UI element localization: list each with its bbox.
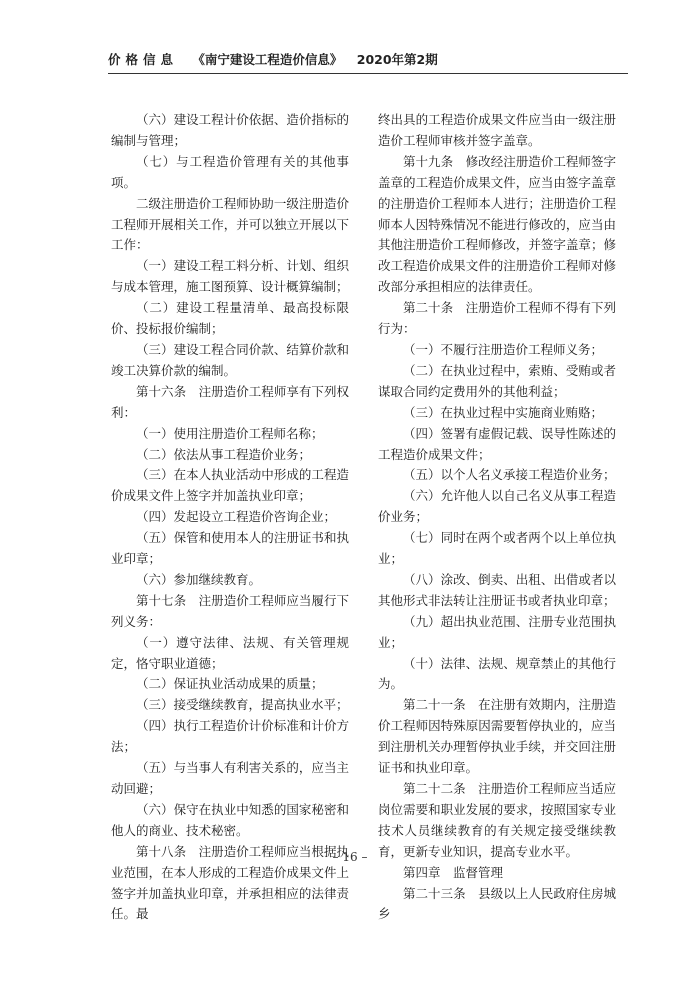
paragraph: 第十六条 注册造价工程师享有下列权利：: [111, 383, 349, 420]
paragraph: （五）与当事人有利害关系的，应当主动回避；: [111, 760, 349, 796]
paragraph: （三）接受继续教育，提高执业水平；: [136, 697, 349, 713]
paragraph: 第十九条 修改经注册造价工程师签字盖章的工程造价成果文件，应当由签字盖章的注册造价工程师本人进行；注册造价工程师本人因特殊情况不能进行修改的，应当由其他注册造价工程师修改，并签字盖章；修改工程造价成果文件的注册造价工程师对修改部分承担相应的法律责任。: [378, 153, 616, 295]
paragraph: （六）保守在执业中知悉的国家秘密和他人的商业、技术秘密。: [111, 801, 349, 838]
paragraph-continuation: 终出具的工程造价成果文件应当由一级注册造价工程师审核并签字盖章。: [378, 112, 616, 148]
paragraph: 二级注册造价工程师协助一级注册造价工程师开展相关工作，并可以独立开展以下工作：: [111, 195, 349, 253]
header-section: 价格信息: [108, 52, 179, 67]
paragraph: （三）在执业过程中实施商业贿赂；: [403, 404, 604, 420]
paragraph: （二）保证执业活动成果的质量；: [136, 676, 324, 692]
paragraph: 第二十三条 县级以上人民政府住房城乡: [378, 885, 616, 922]
left-column: [111, 110, 349, 925]
paragraph: 第二十条 注册造价工程师不得有下列行为：: [378, 300, 616, 337]
paragraph: （十）法律、法规、规章禁止的其他行为。: [378, 655, 616, 692]
paragraph: （二）建设工程量清单、最高投标限价、投标报价编制；: [111, 300, 349, 337]
paragraph: （三）建设工程合同价款、结算价款和竣工决算价款的编制。: [111, 341, 349, 378]
paragraph: （四）签署有虚假记载、误导性陈述的工程造价成果文件；: [378, 425, 616, 462]
paragraph: （四）发起设立工程造价咨询企业；: [136, 509, 337, 525]
header-rule: [108, 73, 628, 74]
paragraph: （五）以个人名义承接工程造价业务；: [403, 467, 616, 483]
paragraph: （三）在本人执业活动中形成的工程造价成果文件上签字并加盖执业印章；: [111, 467, 349, 504]
paragraph: （一）使用注册造价工程师名称；: [136, 425, 324, 441]
paragraph: （六）允许他人以自己名义从事工程造价业务；: [378, 488, 616, 525]
paragraph: （一）遵守法律、法规、有关管理规定，恪守职业道德；: [111, 634, 349, 671]
paragraph: （四）执行工程造价计价标准和计价方法；: [111, 718, 349, 755]
paragraph: （九）超出执业范围、注册专业范围执业；: [378, 613, 616, 650]
paragraph: 第十八条 注册造价工程师应当根据执业范围，在本人形成的工程造价成果文件上签字并加盖执业印章，并承担相应的法律责任。最: [111, 843, 349, 922]
paragraph: （一）不履行注册造价工程师义务；: [403, 341, 604, 357]
header-issue: 2020年第2期: [356, 52, 438, 67]
paragraph: （二）在执业过程中，索贿、受贿或者谋取合同约定费用外的其他利益；: [378, 362, 616, 399]
header-journal-title: 《南宁建设工程造价信息》: [192, 52, 343, 67]
running-header: [108, 50, 608, 74]
paragraph: （六）建设工程计价依据、造价指标的编制与管理；: [111, 112, 349, 148]
paragraph: （八）涂改、倒卖、出租、出借或者以其他形式非法转让注册证书或者执业印章；: [378, 571, 616, 608]
paragraph: （五）保管和使用本人的注册证书和执业印章；: [111, 530, 349, 567]
paragraph: （七）同时在两个或者两个以上单位执业；: [378, 530, 616, 567]
paragraph: （七）与工程造价管理有关的其他事项。: [111, 153, 349, 190]
paragraph: 第二十二条 注册造价工程师应当适应岗位需要和职业发展的要求，按照国家专业技术人员继续教育的有关规定接受继续教育，更新专业知识，提高专业水平。: [378, 781, 616, 859]
paragraph: （二）依法从事工程造价业务；: [136, 446, 312, 462]
paragraph: （一）建设工程工料分析、计划、组织与成本管理，施工图预算、设计概算编制；: [111, 258, 349, 295]
paragraph: 第二十一条 在注册有效期内，注册造价工程师因特殊原因需要暂停执业的，应当到注册机关办理暂停执业手续，并交回注册证书和执业印章。: [378, 697, 616, 776]
right-column: [378, 110, 616, 925]
paragraph: 第十七条 注册造价工程师应当履行下列义务：: [111, 592, 349, 629]
page-number: – 16 –: [332, 850, 368, 864]
paragraph: （六）参加继续教育。: [136, 571, 262, 587]
paragraph: 第四章 监督管理: [403, 864, 504, 880]
